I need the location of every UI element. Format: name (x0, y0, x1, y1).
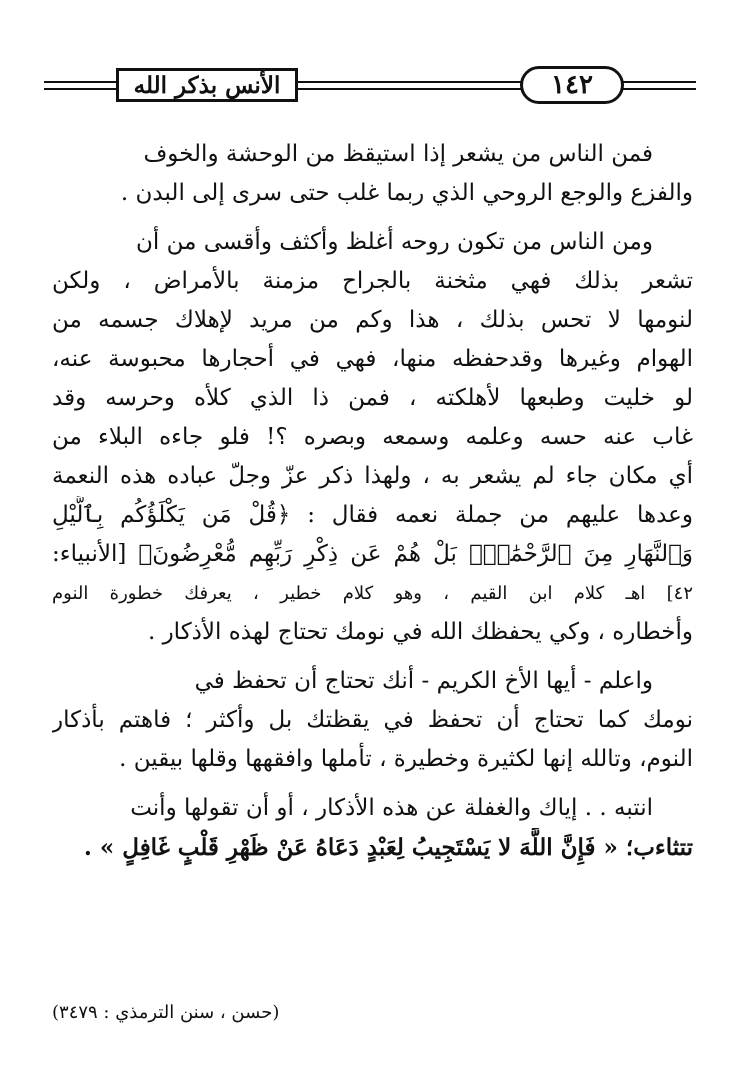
book-title: الأنس بذكر الله (116, 68, 298, 102)
paragraph-1 (52, 135, 693, 213)
footnote (52, 1002, 693, 1023)
hadith-reference: (حسن ، سنن الترمذي : ٣٤٧٩) (52, 1002, 280, 1023)
text-line: نومك كما تحتاج أن تحفظ في يقظتك بل وأكثر ؛ فاهتم بأذكار (52, 707, 693, 733)
text-line: تشعر بذلك فهي مثخنة بالجراح مزمنة بالأمراض ، ولكن (52, 268, 693, 294)
text-line: غاب عنه حسه وعلمه وسمعه وبصره ؟! فلو جاءه البلاء من (52, 424, 693, 450)
text-line: واعلم - أيها الأخ الكريم - أنك تحتاج أن تحفظ في (194, 668, 653, 694)
text-line: انتبه . . إياك والغفلة عن هذه الأذكار ، أو أن تقولها وأنت (130, 795, 653, 821)
header-rule-middle-bottom (298, 88, 522, 90)
paragraph-3 (52, 662, 693, 779)
body-text (52, 135, 693, 877)
paragraph-4 (52, 789, 693, 867)
hadith-line: تتثاءب؛ « فَإِنَّ اللَّهَ لا يَسْتَجِيبُ لِعَبْدٍ دَعَاهُ عَنْ ظَهْرِ قَلْبٍ غَافِلٍ » . (83, 834, 693, 861)
page-number: ١٤٢ (520, 66, 624, 104)
header-rule-right-top (622, 81, 696, 83)
text-line: النوم، وتالله إنها لكثيرة وخطيرة ، تأملها وافقهها وقلها بيقين . (119, 746, 693, 772)
text-line: فمن الناس من يشعر إذا استيقظ من الوحشة والخوف (143, 141, 653, 167)
text-line: وأخطاره ، وكي يحفظك الله في نومك تحتاج لهذه الأذكار . (147, 619, 693, 645)
header-rule-right-bottom (622, 88, 696, 90)
text-line: ومن الناس من تكون روحه أغلظ وأكثف وأقسى من أن (136, 229, 653, 255)
text-line: لو خليت وطبعها لأهلكته ، فمن ذا الذي كلأه وحرسه وقد (52, 385, 693, 411)
paragraph-2 (52, 223, 693, 652)
quran-verse-line: وَٱلنَّهَارِ مِنَ ٱلرَّحْمَٰنِۗ بَلْ هُمْ عَن ذِكْرِ رَبِّهِم مُّعْرِضُونَ﴾ [الأنبياء: (52, 541, 693, 567)
header-rule-left-top (44, 81, 118, 83)
text-line: أي مكان جاء لم يشعر به ، ولهذا ذكر عزّ وجلّ عباده هذه النعمة (52, 463, 693, 489)
text-line: وعدها عليهم من جملة نعمه فقال : ﴿قُلْ مَن يَكْلَؤُكُم بِٱلَّيْلِ (52, 502, 693, 528)
text-line: الهوام وغيرها وقدحفظه منها، فهي في أحجارها محبوسة عنه، (52, 346, 693, 372)
text-line: ٤٢] اهـ كلام ابن القيم ، وهو كلام خطير ، يعرفك خطورة النوم (52, 583, 693, 604)
text-line: والفزع والوجع الروحي الذي ربما غلب حتى سرى إلى البدن . (120, 180, 693, 206)
header-rule-middle-top (298, 81, 522, 83)
text-line: لنومها لا تحس بذلك ، هذا وكم من مريد لإهلاك جسمه من (52, 307, 693, 333)
running-header (44, 64, 696, 108)
header-rule-left-bottom (44, 88, 118, 90)
